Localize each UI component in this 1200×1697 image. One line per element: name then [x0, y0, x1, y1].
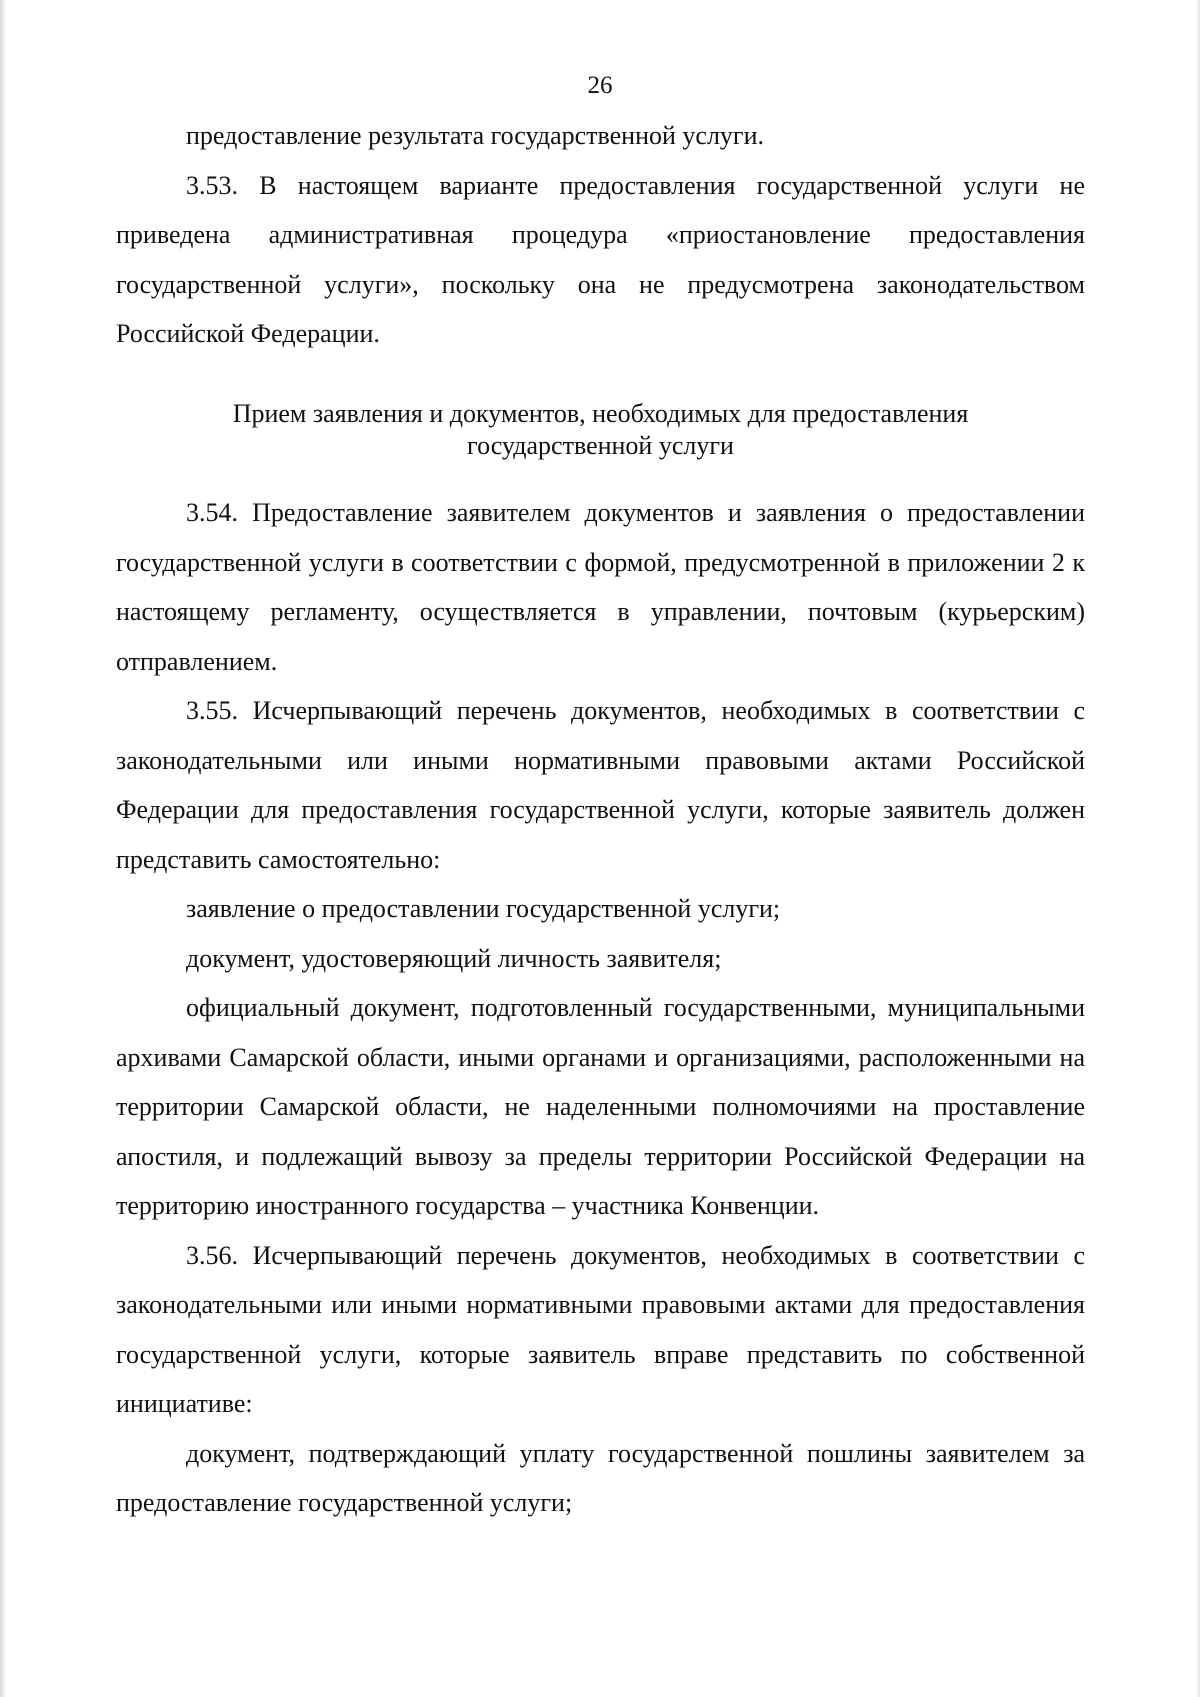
section-heading — [116, 398, 1085, 462]
list-item-state-fee-document: документ, подтверждающий уплату государственной пошлины заявителем за предоставление государственной услуги; — [116, 1438, 1085, 1517]
main-text-block — [116, 488, 1085, 1528]
section-heading-line-2: государственной услуги — [467, 431, 734, 460]
paragraph-3-55: 3.55. Исчерпывающий перечень документов, необходимых в соответствии с законодательными или иными нормативными правовыми актами Российской Федерации для предоставления государственной услуги, которые заявитель должен представить самостоятельно: — [116, 696, 1085, 874]
top-text-block — [116, 111, 1085, 359]
list-item-official-document: официальный документ, подготовленный государственными, муниципальными архивами Самарской области, иными органами и организациями, расположенными на территории Самарской области, не наделенными полномочиями на проставление апостиля, и подлежащий вывозу за пределы территории Российской Федерации на территорию иностранного государства – участника Конвенции. — [116, 993, 1085, 1220]
section-heading-line-1: Прием заявления и документов, необходимых для предоставления — [232, 399, 969, 428]
paragraph-continuation: предоставление результата государственной услуги. — [186, 121, 765, 150]
page-left-edge — [0, 0, 6, 1697]
paragraph-3-56: 3.56. Исчерпывающий перечень документов, необходимых в соответствии с законодательными или иными нормативными правовыми актами для предоставления государственной услуги, которые заявитель вправе представить по собственной инициативе: — [116, 1240, 1085, 1418]
paragraph-3-53: 3.53. В настоящем варианте предоставления государственной услуги не приведена административная процедура «приостановление предоставления государственной услуги», поскольку она не предусмотрена законодательством Российской Федерации. — [116, 170, 1085, 348]
list-item-application: заявление о предоставлении государственной услуги; — [186, 894, 781, 923]
page-right-edge — [1196, 0, 1200, 1697]
paragraph-3-54: 3.54. Предоставление заявителем документов и заявления о предоставлении государственной услуги в соответствии с формой, предусмотренной в приложении 2 к настоящему регламенту, осуществляется в управлении, почтовым (курьерским) отправлением. — [116, 498, 1085, 676]
list-item-identity-document: документ, удостоверяющий личность заявителя; — [186, 943, 722, 973]
page-number: 26 — [587, 72, 613, 99]
